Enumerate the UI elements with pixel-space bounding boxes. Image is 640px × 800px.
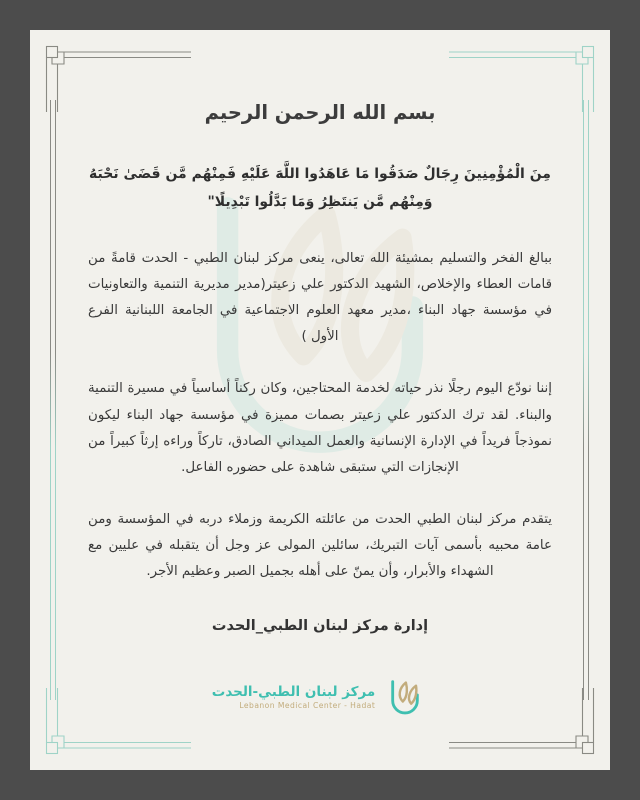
paragraph-announcement: ببالغ الفخر والتسليم بمشيئة الله تعالى، ينعى مركز لبنان الطبي - الحدت قامةً من قامات العطاء والإخلاص، الشهيد الدكتور علي زعيتر(مدير مديرية التنمية والتعاونيات في مؤسسة جهاد البناء ،مدير معهد العلوم الاجتماعية في الجامعة اللبنانية الفرع الأول )	[88, 250, 552, 345]
signature-line: إدارة مركز لبنان الطبي_الحدت	[211, 618, 429, 635]
tulip-logo-icon	[382, 676, 428, 720]
logo-name-english: Lebanon Medical Center - Hadat	[239, 701, 376, 711]
logo-name-arabic: مركز لبنان الطبي-الحدت	[211, 683, 376, 700]
paragraph-tribute: إننا نودّع اليوم رجلًا نذر حياته لخدمة المحتاجين، وكان ركناً أساسياً في مسيرة التنمية والبناء. لقد ترك الدكتور علي زعيتر بصمات مميزة في مؤسسة جهاد البناء ليكون نموذجاً فريداً في الإدارة الإنسانية والعمل الميداني الصادق، تاركاً وراءه إرثاً كبيراً من الإنجازات التي ستبقى شاهدة على حضوره الفاعل.	[88, 381, 552, 475]
organization-logo	[78, 676, 562, 720]
paragraph-condolences: يتقدم مركز لبنان الطبي الحدت من عائلته الكريمة وزملاء دربه في المؤسسة ومن عامة محبيه بأسمى آيات التبريك، سائلين المولى عز وجل أن يتقبله في عليين مع الشهداء والأبرار، وأن يمنّ على أهله بجميل الصبر وعظيم الأجر.	[88, 511, 552, 580]
basmala-heading: بسم الله الرحمن الرحيم	[204, 101, 436, 124]
logo-wordmark	[211, 683, 376, 711]
memorial-card	[30, 30, 610, 770]
quran-verse: مِنَ الْمُؤْمِنِينَ رِجَالٌ صَدَقُوا مَا عَاهَدُوا اللَّهَ عَلَيْهِ فَمِنْهُم مَّن قَضَىٰ نَحْبَهُ وَمِنْهُم مَّن يَنتَظِرُ وَمَا بَدَّلُوا تَبْدِيلًا"	[89, 166, 551, 210]
notice-content	[30, 30, 610, 770]
